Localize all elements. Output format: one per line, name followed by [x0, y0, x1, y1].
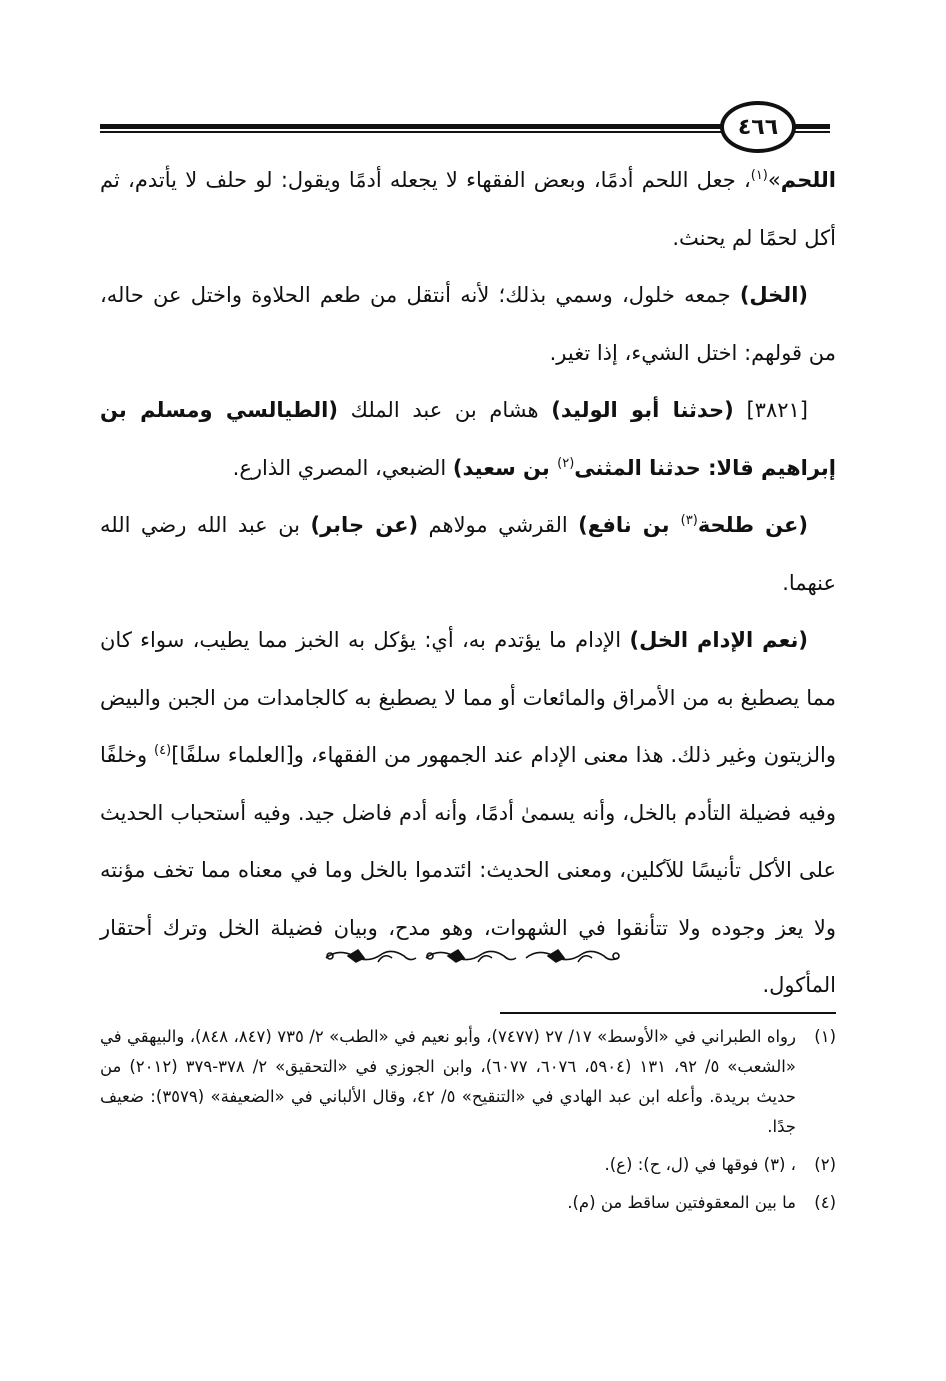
ornament-divider [318, 936, 628, 976]
header-rule-tail [796, 124, 830, 133]
footnote-text: رواه الطبراني في «الأوسط» ١٧/ ٢٧ (٧٤٧٧)، وأبو نعيم في «الطب» ٢/ ٧٣٥ (٨٤٧، ٨٤٨)، والبيهقي في «الشعب» ٥/ ٩٢، ١٣١ (٥٩٠٤، ٦٠٧٦، ٦٠٧٧)، وابن الجوزي في «التحقيق» ٢/ ٣٧٨-٣٧٩ (٢٠١٢) من حديث بريدة. وأعله ابن عبد الهادي في «التنقيح» ٥/ ٤٢، وقال الألباني في «الضعيفة» (٣٥٧٩): ضعيف جدًا. [100, 1027, 796, 1136]
ornament-center [426, 950, 516, 962]
main-text [100, 152, 836, 1015]
footnote-text: ما بين المعقوفتين ساقط من (م). [567, 1193, 796, 1212]
quote-mark: » [767, 168, 781, 192]
isnad-bold: (عن طلحة [697, 513, 808, 537]
isnad-bold: (حدثنا أبو الوليد) [551, 398, 734, 422]
commentary-text: الضبعي، المصري الذارع. [232, 455, 453, 480]
commentary-text: وخلفًا وفيه فضيلة التأدم بالخل، وأنه يسمىٰ أدمًا، وأنه أدم فاضل جيد. وفيه أستحباب الحديث على الأكل تأنيسًا للآكلين، ومعنى الحديث: ائتدموا بالخل وما في معناه مما تخف مؤنته ولا يعز وجوده ولا تتأنقوا في الشهوات، وهو مدح، وبيان فضيلة الخل وترك أحتقار المأكول. [100, 743, 836, 997]
matn-bold: (نعم الإدام الخل) [629, 628, 808, 652]
footnote-ref-2[interactable]: (٢) [557, 455, 575, 471]
footnote-4 [100, 1188, 836, 1218]
footnote-number: (١) [814, 1027, 836, 1046]
footnote-ref-1[interactable]: (١) [750, 168, 768, 183]
page-number: ٤٦٦ [720, 101, 796, 153]
ornament-left [326, 950, 416, 962]
paragraph-4 [100, 497, 836, 612]
commentary-text: القرشي مولاهم [418, 513, 579, 537]
isnad-bold: بن سعيد) [452, 455, 558, 480]
footnote-text: ، (٣) فوقها في (ل، ح): (ع). [604, 1155, 796, 1174]
commentary-text: هشام بن عبد الملك [337, 398, 552, 422]
commentary-text: الإدام ما يؤتدم به، أي: يؤكل به الخبز مما يطيب، سواء كان مما يصطبغ به من الأمراق والمائعات أو مما لا يصطبغ به كالجامدات من الجبن والبيض والزيتون وغير ذلك. هذا معنى الإدام عند الجمهور من الفقهاء، و[العلماء سلفًا] [100, 628, 837, 767]
paragraph-2 [100, 267, 836, 382]
ornament-right [526, 950, 619, 962]
footnote-rule [500, 1012, 836, 1014]
term-bold: اللحم [780, 168, 836, 192]
commentary-text: بن عبد الله رضي الله عنهما. [100, 513, 836, 595]
hadith-number: [٣٨٢١] [746, 398, 808, 422]
footnote-2 [100, 1150, 836, 1180]
footnote-number: (٢) [814, 1155, 836, 1174]
isnad-bold: (عن جابر) [310, 513, 419, 537]
footnote-ref-3[interactable]: (٣) [680, 513, 698, 528]
paragraph-text: جمعه خلول، وسمي بذلك؛ لأنه أنتقل من طعم الحلاوة واختل عن حاله، من قولهم: اختل الشيء، إذا تغير. [100, 283, 836, 365]
term-bold: (الخل) [739, 283, 808, 307]
footnote-1 [100, 1022, 836, 1142]
isnad-bold: (الطيالسي ومسلم بن إبراهيم قالا: حدثنا المثنى [100, 398, 836, 480]
paragraph-text: ، جعل اللحم أدمًا، وبعض الفقهاء لا يجعله أدمًا ويقول: لو حلف لا يأتدم، ثم أكل لحمًا لم يحنث. [100, 168, 836, 250]
footnote-ref-4[interactable]: (٤) [154, 743, 172, 758]
isnad-bold: بن نافع) [578, 513, 681, 537]
paragraph-1 [100, 152, 836, 267]
footnotes [100, 1022, 836, 1226]
footnote-number: (٤) [814, 1193, 836, 1212]
header-rule [100, 124, 818, 133]
paragraph-3 [100, 382, 836, 497]
